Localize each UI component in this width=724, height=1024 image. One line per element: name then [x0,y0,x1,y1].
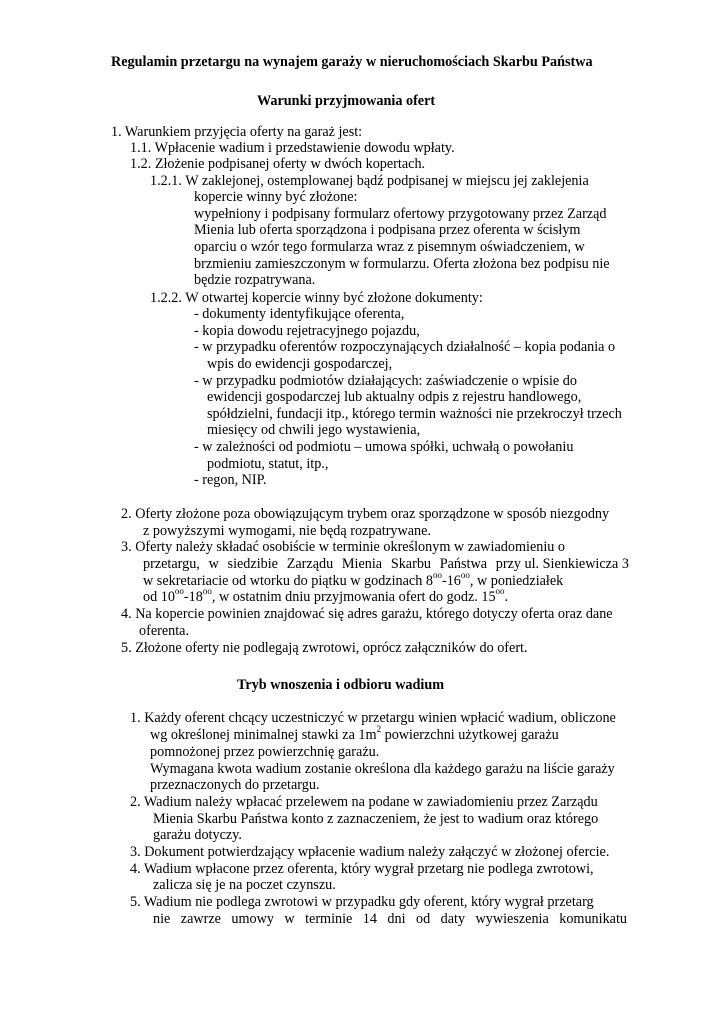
text-line: zalicza się je na poczet czynszu. [153,877,336,893]
word: w [208,556,219,572]
text-line: 1.2.1. W zaklejonej, ostemplowanej bądź podpisanej w miejscu jej zaklejenia [150,173,589,189]
superscript: oo [174,586,184,597]
text-line: 5. Wadium nie podlega zwrotowi w przypadku gdy oferent, który wygrał przetarg [130,894,594,910]
text-line: 1. Warunkiem przyjęcia oferty na garaż jest: [111,124,363,140]
superscript: oo [460,570,470,581]
text-run: w sekretariacie od wtorku do piątku w godzinach 8 [143,573,433,589]
word: przy ul. Sienkiewicza 3 [495,556,629,572]
word: umowy [231,911,274,927]
superscript: oo [432,570,442,581]
text-line: wpis do ewidencji gospodarczej, [207,356,393,372]
text-line: podmiotu, statut, itp., [207,456,329,472]
text-line: kopercie winny być złożone: [194,189,358,205]
text-line [143,586,509,605]
word: wywieszenia [475,911,549,927]
text-line: - regon, NIP. [194,472,267,488]
word: w [284,911,295,927]
text-line: 2. Oferty złożone poza obowiązującym trybem oraz sporządzone w sposób niezgodny [121,506,610,522]
word: terminie [305,911,353,927]
text-line: będzie rozpatrywana. [194,272,316,288]
text-run: powierzchni użytkowej garażu [381,727,559,743]
word: Państwa [439,556,488,572]
text-run: . [504,589,509,605]
word: nie [153,911,171,927]
word: Skarbu [390,556,432,572]
text-line: 2. Wadium należy wpłacać przelewem na podane w zawiadomieniu przez Zarządu [130,794,598,810]
text-line: - kopia dowodu rejetracyjnego pojazdu, [194,323,420,339]
text-line: pomnożonej przez powierzchnię garażu. [150,744,380,760]
text-line: 1.1. Wpłacenie wadium i przedstawienie dowodu wpłaty. [130,140,455,156]
text-line: ewidencji gospodarczej lub aktualny odpis z rejestru handlowego, [207,389,582,405]
text-line: oparciu o wzór tego formularza wraz z pisemnym oświadczeniem, w [194,239,585,255]
text-line: Mienia Skarbu Państwa konto z zaznaczeniem, że jest to wadium oraz którego [153,811,599,827]
text-line: garażu dotyczy. [153,827,242,843]
superscript: 2 [376,724,382,735]
word: Mienia [341,556,383,572]
text-line: 1. Każdy oferent chcący uczestniczyć w przetargu winien wpłacić wadium, obliczone [130,710,616,726]
text-line: miesięcy od chwili jego wystawienia, [207,422,421,438]
text-run: , w poniedziałek [469,573,564,589]
superscript: oo [202,586,212,597]
text-line: 5. Złożone oferty nie podlegają zwrotowi, oprócz załączników do ofert. [121,640,528,656]
word: komunikatu [559,911,627,927]
document-title: Regulamin przetargu na wynajem garaży w nieruchomościach Skarbu Państwa [111,54,593,70]
text-line: - w zależności od podmiotu – umowa spółki, uchwałą o powołaniu [194,439,574,455]
text-line: 1.2.2. W otwartej kopercie winny być złożone dokumenty: [150,290,483,306]
text-run: -16 [441,573,461,589]
text-line [150,724,559,743]
text-run: od 10 [143,589,175,605]
text-run: -18 [183,589,203,605]
section-heading-deposit: Tryb wnoszenia i odbioru wadium [237,677,445,693]
word: siedzibie [227,556,278,572]
text-line: - dokumenty identyfikujące oferenta, [194,306,405,322]
word: przetargu, [143,556,200,572]
text-line: 1.2. Złożenie podpisanej oferty w dwóch kopertach. [130,156,426,172]
text-line: przeznaczonych do przetargu. [150,777,320,793]
text-line: 4. Wadium wpłacone przez oferenta, który wygrał przetarg nie podlega zwrotowi, [130,861,594,877]
text-line: wypełniony i podpisany formularz ofertowy przygotowany przez Zarząd [194,206,607,222]
text-line: 3. Oferty należy składać osobiście w terminie określonym w zawiadomieniu o [121,539,566,555]
word: daty [440,911,466,927]
text-line-justified [143,556,629,572]
text-line: Mienia lub oferta sporządzona i podpisana przez oferenta w ścisłym [194,222,581,238]
text-line: oferenta. [139,623,190,639]
text-line: 4. Na kopercie powinien znajdować się adres garażu, którego dotyczy oferta oraz dane [121,606,613,622]
word: Zarządu [286,556,334,572]
text-line: brzmieniu zamieszczonym w formularzu. Oferta złożona bez podpisu nie [194,256,610,272]
word: zawrze [180,911,221,927]
text-line: - w przypadku oferentów rozpoczynających działalność – kopia podania o [194,339,616,355]
text-line: - w przypadku podmiotów działających: zaświadczenie o wpisie do [194,373,577,389]
text-line: z powyższymi wymogami, nie będą rozpatrywane. [143,523,431,539]
text-run: wg określonej minimalnej stawki za 1m [150,727,377,743]
text-run: , w ostatnim dniu przyjmowania ofert do godz. 15 [211,589,496,605]
word: 14 [362,911,377,927]
word: od [416,911,431,927]
text-line: 3. Dokument potwierdzający wpłacenie wadium należy załączyć w złożonej ofercie. [130,844,610,860]
text-line: Wymagana kwota wadium zostanie określona dla każdego garażu na liście garaży [150,761,615,777]
text-line: spółdzielni, fundacji itp., którego termin ważności nie przekroczył trzech [207,406,622,422]
text-line-justified [153,911,627,927]
word: dni [387,911,406,927]
section-heading-offers: Warunki przyjmowania ofert [257,93,436,109]
superscript: oo [495,586,505,597]
